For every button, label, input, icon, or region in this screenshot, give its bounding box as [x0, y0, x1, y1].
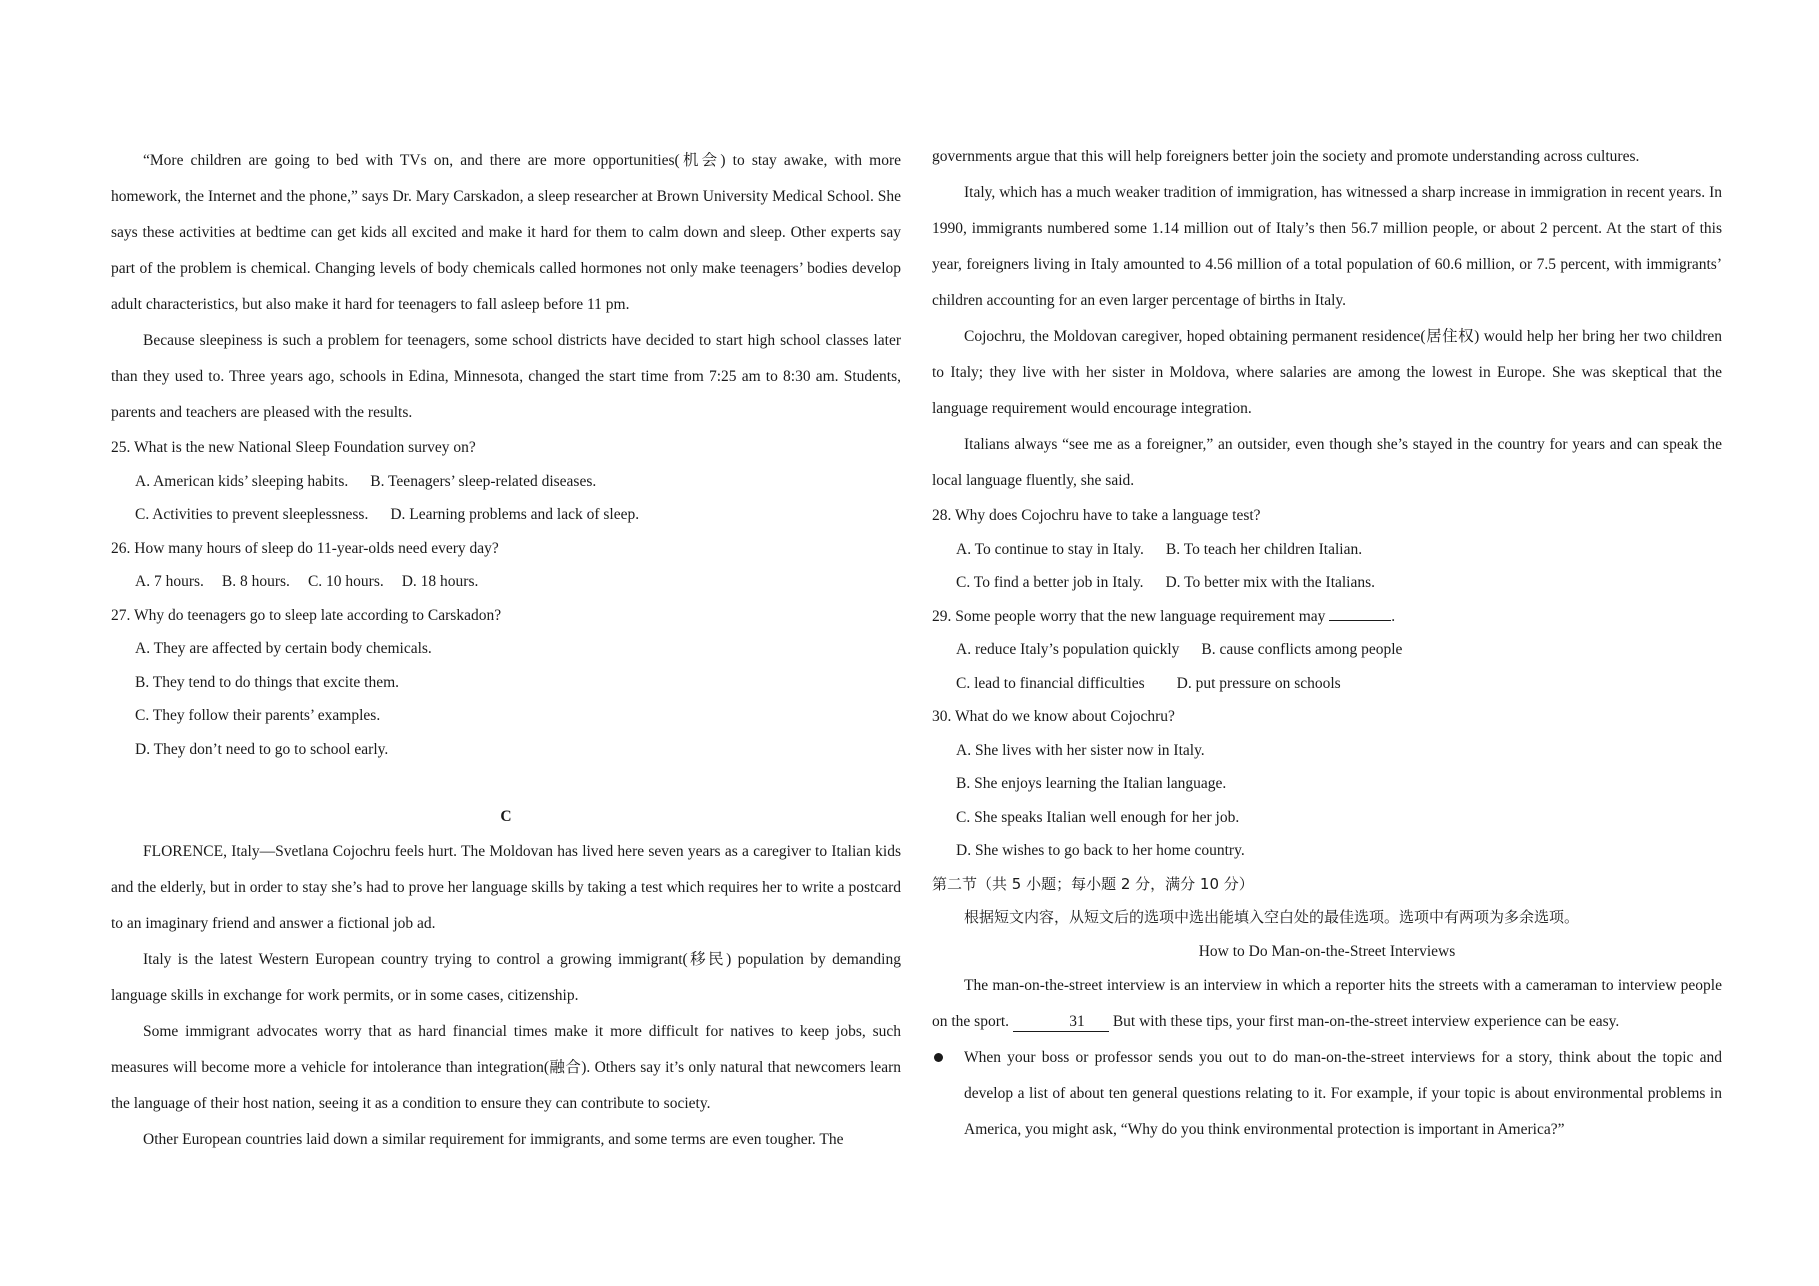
option-d: D. 18 hours.	[401, 573, 479, 590]
options-row	[932, 633, 1722, 667]
bullet-text: When your boss or professor sends you out to do man-on-the-street interviews for a story, think about the topic and develop a list of about ten general questions relating to it. For example, if your topic is about environmental problems in America, you might ask, “Why do you think environmental protection is important in America?”	[964, 1049, 1722, 1138]
question-29	[932, 600, 1722, 701]
section-2-heading: 第二节（共 5 小题；每小题 2 分，满分 10 分）	[932, 874, 1254, 893]
options-row	[932, 667, 1722, 701]
option-b: B. Teenagers’ sleep-related diseases.	[370, 472, 597, 490]
passage-c-paragraph-4: Other European countries laid down a similar requirement for immigrants, and some terms are even tougher. The	[143, 1130, 844, 1148]
passage-b-paragraph-1: “More children are going to bed with TVs on, and there are more opportunities(机会) to stay awake, with more homework, the Internet and the phone,” says Dr. Mary Carskadon, a sleep researcher at Brown University Medical School. She says these activities at bedtime can get kids all excited and make it hard for them to calm down and sleep. Other experts say part of the problem is chemical. Changing levels of body chemicals called hormones not only make teenagers’ bodies develop adult characteristics, but also make it hard for teenagers to fall asleep before 11 pm.	[111, 152, 901, 313]
spacer	[111, 766, 901, 800]
question-stem: 25. What is the new National Sleep Foundation survey on?	[111, 439, 476, 456]
blank-31: 31	[1013, 1013, 1109, 1032]
options-row	[111, 565, 901, 599]
option-d: D. Learning problems and lack of sleep.	[390, 506, 640, 523]
passage-d-paragraph-1	[932, 968, 1722, 1040]
bullet-icon	[934, 1053, 943, 1062]
question-stem-row	[932, 600, 1722, 634]
option-b: B. To teach her children Italian.	[1165, 540, 1363, 558]
answer-blank	[1329, 620, 1391, 621]
option-d: D. They don’t need to go to school early.	[135, 740, 389, 758]
question-26	[111, 532, 901, 599]
question-stem: 27. Why do teenagers go to sleep late according to Carskadon?	[111, 606, 502, 624]
option-c: C. To find a better job in Italy.	[956, 574, 1144, 591]
question-28	[932, 499, 1722, 600]
option-c: C. lead to financial difficulties	[956, 674, 1145, 692]
option-b: B. 8 hours.	[221, 573, 290, 590]
passage-c-paragraph-cojochru: Cojochru, the Moldovan caregiver, hoped obtaining permanent residence(居住权) would help her bring her two children to Italy; they live with her sister in Moldova, where salaries are among the lowest in Europe. She was skeptical that the language requirement would encourage integration.	[932, 328, 1722, 417]
options-row	[111, 465, 901, 499]
option-b: B. She enjoys learning the Italian language.	[956, 775, 1227, 792]
question-25	[111, 431, 901, 532]
question-stem: 26. How many hours of sleep do 11-year-olds need every day?	[111, 539, 499, 557]
passage-b-paragraph-2: Because sleepiness is such a problem for teenagers, some school districts have decided to start high school classes later than they used to. Three years ago, schools in Edina, Minnesota, changed the start time from 7:25 am to 8:30 am. Students, parents and teachers are pleased with the results.	[111, 332, 901, 421]
section-c-title: C	[500, 808, 512, 825]
option-c: C. Activities to prevent sleeplessness.	[135, 506, 369, 523]
passage-c-paragraph-continued: governments argue that this will help foreigners better join the society and promote understanding across cultures.	[932, 148, 1640, 165]
question-stem-end: .	[1391, 607, 1396, 625]
right-column	[932, 139, 1722, 1148]
passage-title: How to Do Man-on-the-Street Interviews	[1198, 942, 1456, 960]
question-stem: 29. Some people worry that the new language requirement may	[932, 607, 1326, 625]
passage-c-paragraph-italians: Italians always “see me as a foreigner,” an outsider, even though she’s stayed in the country for years and can speak the local language fluently, she said.	[932, 436, 1722, 489]
left-column	[111, 143, 901, 1158]
paragraph-text-before-blank: The man-on-the-street interview is an interview in which a reporter hits the streets with a cameraman to interview people on the sport.	[932, 977, 1722, 1030]
question-stem: 28. Why does Cojochru have to take a language test?	[932, 507, 1261, 524]
option-d: D. She wishes to go back to her home country.	[956, 842, 1245, 859]
passage-c-paragraph-1: FLORENCE, Italy—Svetlana Cojochru feels hurt. The Moldovan has lived here seven years as a caregiver to Italian kids and the elderly, but in order to stay she’s had to prove her language skills by taking a test which requires her to write a postcard to an imaginary friend and answer a fictional job ad.	[111, 842, 901, 932]
options-row	[932, 533, 1722, 567]
option-a: A. She lives with her sister now in Italy.	[956, 741, 1205, 759]
options-row	[111, 498, 901, 532]
question-30	[932, 700, 1722, 868]
option-a: A. American kids’ sleeping habits.	[135, 472, 349, 490]
passage-c-paragraph-italy: Italy, which has a much weaker tradition of immigration, has witnessed a sharp increase in immigration in recent years. In 1990, immigrants numbered some 1.14 million out of Italy’s then 56.7 million people, or about 2 percent. At the start of this year, foreigners living in Italy amounted to 4.56 million of a total population of 60.6 million, or 7.5 percent, with immigrants’ children accounting for an even larger percentage of births in Italy.	[932, 184, 1722, 309]
option-c: C. They follow their parents’ examples.	[135, 707, 381, 724]
option-a: A. To continue to stay in Italy.	[956, 540, 1144, 558]
bullet-item-1	[932, 1040, 1722, 1148]
option-a: A. They are affected by certain body chemicals.	[135, 640, 432, 657]
question-27	[111, 599, 901, 767]
option-c: C. 10 hours.	[307, 573, 384, 590]
option-c: C. She speaks Italian well enough for her job.	[956, 808, 1240, 826]
option-b: B. They tend to do things that excite them.	[135, 673, 400, 691]
passage-c-paragraph-2: Italy is the latest Western European country trying to control a growing immigrant(移民) population by demanding language skills in exchange for work permits, or in some cases, citizenship.	[111, 950, 901, 1004]
option-d: D. To better mix with the Italians.	[1165, 574, 1376, 591]
paragraph-text-after-blank: But with these tips, your first man-on-the-street interview experience can be easy.	[1112, 1013, 1620, 1030]
section-2-instruction: 根据短文内容，从短文后的选项中选出能填入空白处的最佳选项。选项中有两项为多余选项。	[964, 908, 1580, 926]
question-stem: 30. What do we know about Cojochru?	[932, 708, 1175, 725]
option-d: D. put pressure on schools	[1176, 674, 1341, 692]
option-b: B. cause conflicts among people	[1201, 641, 1403, 658]
options-row	[932, 566, 1722, 600]
option-a: A. reduce Italy’s population quickly	[956, 641, 1180, 658]
passage-c-paragraph-3: Some immigrant advocates worry that as hard financial times make it more difficult for natives to keep jobs, such measures will become more a vehicle for intolerance than integration(融合). Others say it’s only natural that newcomers learn the language of their host nation, seeing it as a condition to ensure they can contribute to society.	[111, 1022, 901, 1112]
option-a: A. 7 hours.	[135, 573, 204, 590]
